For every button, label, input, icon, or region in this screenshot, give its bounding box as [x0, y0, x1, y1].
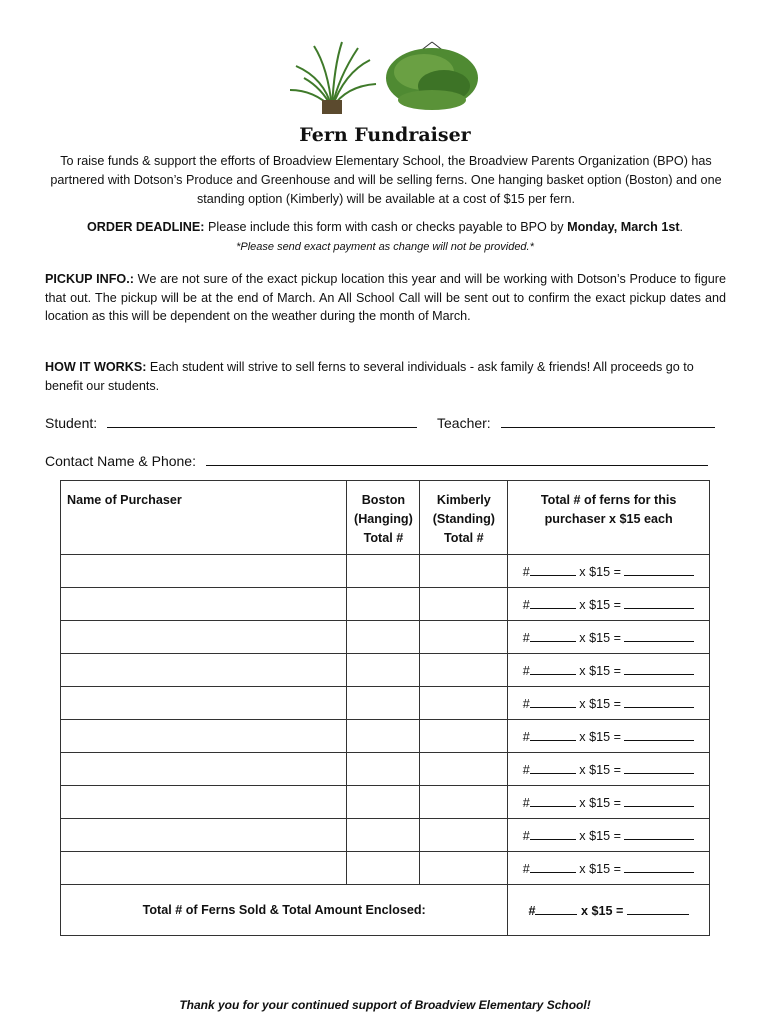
purchaser-name-cell[interactable]	[61, 819, 347, 852]
teacher-field[interactable]	[437, 413, 715, 431]
kimberly-qty-cell[interactable]	[420, 753, 508, 786]
row-total-calc[interactable]: # x $15 =	[508, 819, 710, 852]
purchaser-name-cell[interactable]	[61, 720, 347, 753]
row-total-calc[interactable]: # x $15 =	[508, 720, 710, 753]
boston-qty-cell[interactable]	[347, 687, 420, 720]
total-label: Total # of Ferns Sold & Total Amount Enclosed:	[61, 885, 508, 936]
teacher-label: Teacher:	[437, 415, 491, 431]
header-boston: Boston (Hanging) Total #	[347, 481, 420, 555]
boston-qty-cell[interactable]	[347, 621, 420, 654]
purchaser-name-cell[interactable]	[61, 621, 347, 654]
boston-qty-cell[interactable]	[347, 654, 420, 687]
boston-qty-cell[interactable]	[347, 555, 420, 588]
table-row	[61, 720, 710, 753]
purchaser-name-cell[interactable]	[61, 852, 347, 885]
footer-thanks: Thank you for your continued support of Broadview Elementary School!	[179, 998, 591, 1012]
kimberly-qty-cell[interactable]	[420, 588, 508, 621]
kimberly-qty-cell[interactable]	[420, 819, 508, 852]
purchaser-name-cell[interactable]	[61, 687, 347, 720]
table-row	[61, 621, 710, 654]
order-deadline: ORDER DEADLINE: Please include this form with cash or checks payable to BPO by Monday, March 1st.	[86, 220, 684, 234]
purchaser-name-cell[interactable]	[61, 555, 347, 588]
boston-qty-cell[interactable]	[347, 753, 420, 786]
purchaser-name-cell[interactable]	[61, 588, 347, 621]
order-table	[60, 480, 710, 936]
row-total-calc[interactable]: # x $15 =	[508, 687, 710, 720]
table-row	[61, 687, 710, 720]
boston-fern-icon	[290, 42, 376, 114]
kimberly-fern-icon	[386, 42, 478, 110]
table-row	[61, 588, 710, 621]
row-total-calc[interactable]: # x $15 =	[508, 852, 710, 885]
fern-images	[284, 38, 484, 118]
contact-label: Contact Name & Phone:	[45, 453, 196, 469]
header-name: Name of Purchaser	[61, 481, 347, 555]
kimberly-qty-cell[interactable]	[420, 654, 508, 687]
intro-paragraph: To raise funds & support the efforts of Broadview Elementary School, the Broadview Parents Organization (BPO) has partnered with Dotson’s Produce and Greenhouse and will be selling ferns. One hanging basket option (Boston) and one standing option (Kimberly) will be available at a cost of $15 per fern.	[50, 154, 722, 206]
contact-field[interactable]	[45, 451, 708, 469]
student-field[interactable]	[45, 413, 417, 431]
student-line[interactable]	[107, 413, 417, 428]
purchaser-name-cell[interactable]	[61, 654, 347, 687]
table-row	[61, 786, 710, 819]
boston-qty-cell[interactable]	[347, 852, 420, 885]
row-total-calc[interactable]: # x $15 =	[508, 786, 710, 819]
boston-qty-cell[interactable]	[347, 786, 420, 819]
table-row	[61, 819, 710, 852]
row-total-calc[interactable]: # x $15 =	[508, 753, 710, 786]
pickup-info: PICKUP INFO.: We are not sure of the exact pickup location this year and will be working with Dotson’s Produce to figure that out. The pickup will be at the end of March. An All School Call will be sent out to confirm the exact pickup dates and location as this will be dependent on the weather during the month of March.	[45, 272, 726, 323]
kimberly-qty-cell[interactable]	[420, 687, 508, 720]
boston-qty-cell[interactable]	[347, 819, 420, 852]
row-total-calc[interactable]: # x $15 =	[508, 621, 710, 654]
table-row	[61, 852, 710, 885]
kimberly-qty-cell[interactable]	[420, 555, 508, 588]
row-total-calc[interactable]: # x $15 =	[508, 588, 710, 621]
teacher-line[interactable]	[501, 413, 715, 428]
kimberly-qty-cell[interactable]	[420, 621, 508, 654]
boston-qty-cell[interactable]	[347, 720, 420, 753]
page-title: Fern Fundraiser	[299, 124, 471, 146]
total-row	[61, 885, 710, 936]
student-label: Student:	[45, 415, 98, 431]
payment-note: *Please send exact payment as change will not be provided.*	[236, 241, 534, 253]
total-calc[interactable]: # x $15 =	[508, 885, 710, 936]
header-total: Total # of ferns for this purchaser x $15 each	[508, 481, 710, 555]
row-total-calc[interactable]: # x $15 =	[508, 654, 710, 687]
row-total-calc[interactable]: # x $15 =	[508, 555, 710, 588]
boston-qty-cell[interactable]	[347, 588, 420, 621]
kimberly-qty-cell[interactable]	[420, 852, 508, 885]
table-header-row	[61, 481, 710, 555]
kimberly-qty-cell[interactable]	[420, 786, 508, 819]
table-row	[61, 555, 710, 588]
how-it-works: HOW IT WORKS: Each student will strive to sell ferns to several individuals - ask family & friends! All proceeds go to benefit our students.	[45, 360, 694, 393]
purchaser-name-cell[interactable]	[61, 786, 347, 819]
table-row	[61, 654, 710, 687]
header-kimberly: Kimberly (Standing) Total #	[420, 481, 508, 555]
table-row	[61, 753, 710, 786]
kimberly-qty-cell[interactable]	[420, 720, 508, 753]
contact-line[interactable]	[206, 451, 708, 466]
purchaser-name-cell[interactable]	[61, 753, 347, 786]
